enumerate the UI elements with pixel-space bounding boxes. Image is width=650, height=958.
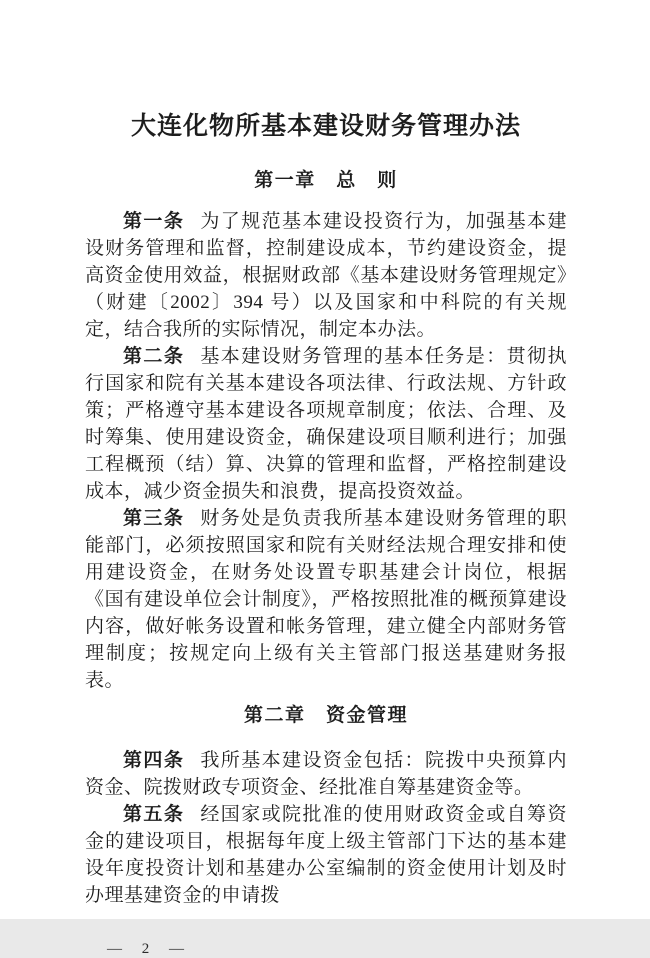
article-5 — [85, 801, 567, 909]
article-3-label: 第三条 — [123, 508, 185, 529]
article-5-label: 第五条 — [123, 804, 185, 825]
article-5-text: 经国家或院批准的使用财政资金或自筹资金的建设项目，根据每年度上级主管部门下达的基本建设年度投资计划和基建办公室编制的资金使用计划及时办理基建资金的申请拨 — [85, 804, 567, 906]
page-number: — 2 — — [107, 941, 189, 957]
article-2 — [85, 343, 567, 505]
chapter-1-heading: 第一章 总 则 — [254, 170, 398, 191]
article-2-label: 第二条 — [123, 346, 185, 367]
article-4 — [85, 747, 567, 801]
article-4-text: 我所基本建设资金包括：院拨中央预算内资金、院拨财政专项资金、经批准自筹基建资金等。 — [85, 750, 567, 798]
article-1-text: 为了规范基本建设投资行为，加强基本建设财务管理和监督，控制建设成本，节约建设资金，提高资金使用效益，根据财政部《基本建设财务管理规定》（财建〔2002〕394 号）以及国家和中科院的有关规定，结合我所的实际情况，制定本办法。 — [85, 211, 567, 340]
article-1-label: 第一条 — [123, 211, 185, 232]
article-4-label: 第四条 — [123, 750, 185, 771]
document-title: 大连化物所基本建设财务管理办法 — [130, 113, 521, 140]
article-3-text: 财务处是负责我所基本建设财务管理的职能部门，必须按照国家和院有关财经法规合理安排和使用建设资金，在财务处设置专职基建会计岗位，根据《国有建设单位会计制度》，严格按照批准的概预算建设内容，做好帐务设置和帐务管理，建立健全内部财务管理制度；按规定向上级有关主管部门报送基建财务报表。 — [85, 508, 567, 691]
chapter-2-heading: 第二章 资金管理 — [243, 705, 408, 726]
article-2-text: 基本建设财务管理的基本任务是：贯彻执行国家和院有关基本建设各项法律、行政法规、方针政策；严格遵守基本建设各项规章制度；依法、合理、及时筹集、使用建设资金，确保建设项目顺利进行；加强工程概预（结）算、决算的管理和监督，严格控制建设成本，减少资金损失和浪费，提高投资效益。 — [85, 346, 567, 502]
article-3 — [85, 505, 567, 694]
article-1 — [85, 208, 567, 343]
